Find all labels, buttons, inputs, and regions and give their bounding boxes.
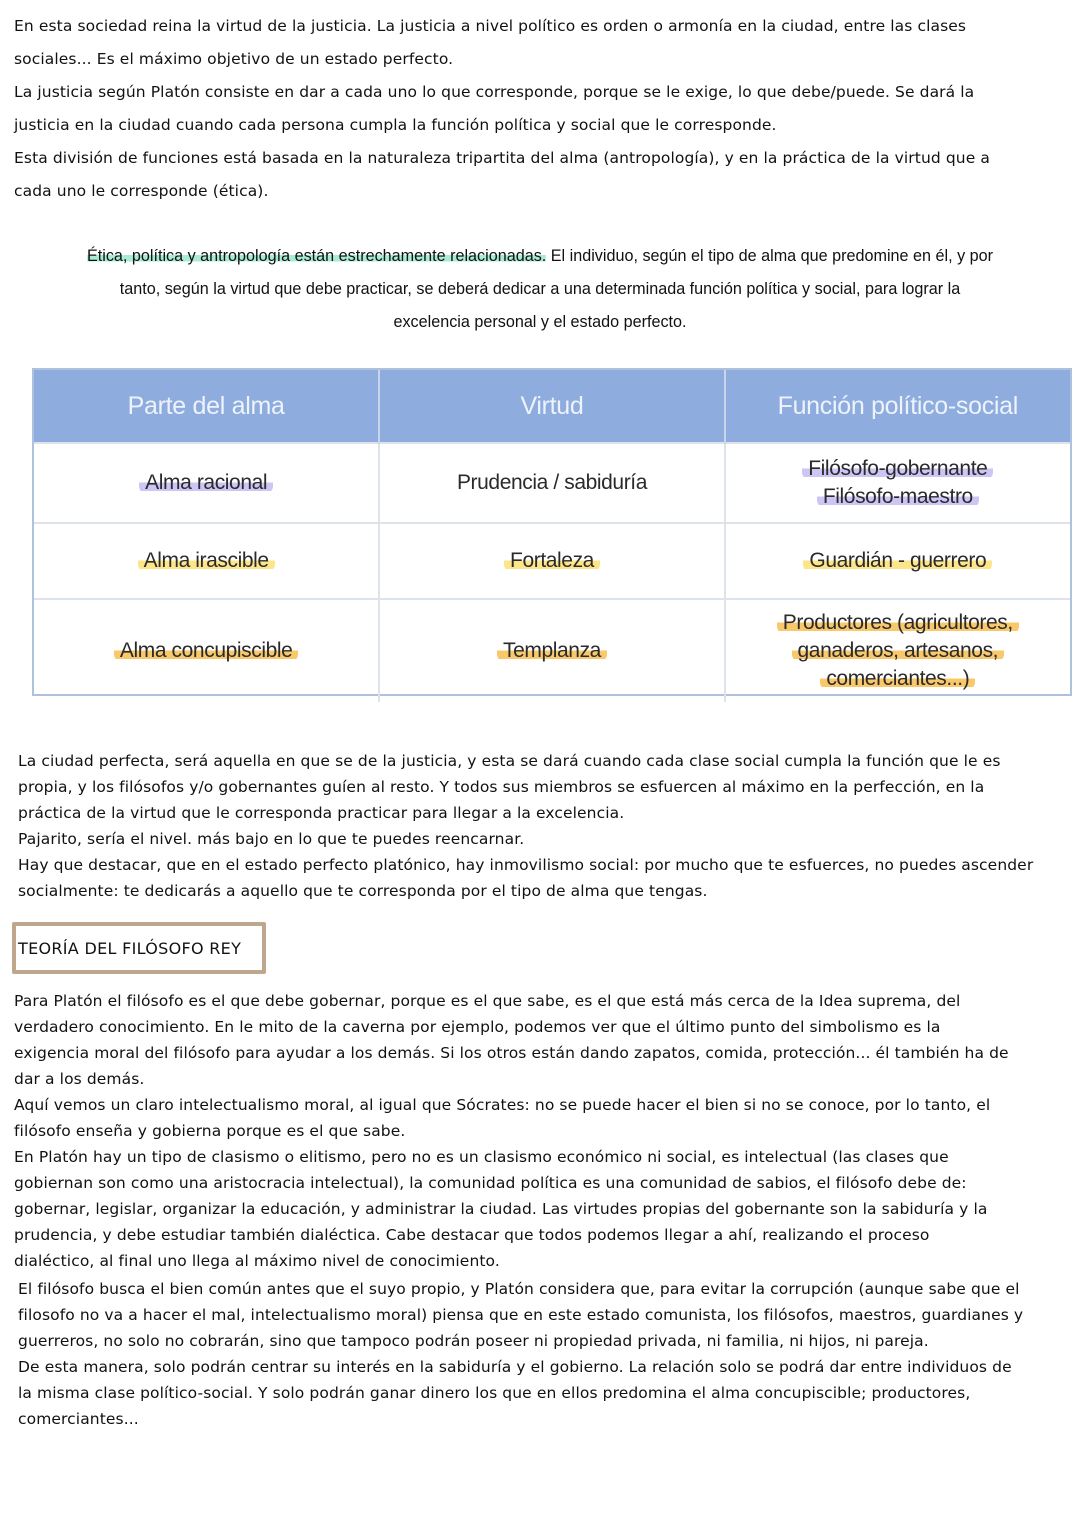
intro-paragraph — [14, 10, 1066, 208]
orange-highlight: Templanza — [497, 639, 607, 662]
text-line: excelencia personal y el estado perfecto. — [393, 313, 687, 331]
text-line: El filósofo busca el bien común antes que el suyo propio, y Platón considera que, para evitar la corrupción (aunque sabe que el — [18, 1280, 1020, 1298]
orange-highlight: Alma concupiscible — [114, 639, 299, 662]
text-line: gobiernan son como una aristocracia intelectual), la comunidad política es una comunidad de sabios, el filósofo debe de: — [14, 1174, 967, 1192]
text-line: La ciudad perfecta, será aquella en que se de la justicia, y esta se dará cuando cada clase social cumpla la función que le es — [18, 752, 1001, 770]
table-cell — [34, 599, 379, 702]
table-cell — [34, 523, 379, 599]
cell-line — [727, 637, 1069, 665]
orange-highlight: comerciantes...) — [820, 667, 975, 690]
text-line: Esta división de funciones está basada en la naturaleza tripartita del alma (antropología), y en la práctica de la virtud que a — [14, 149, 990, 167]
text-line: verdadero conocimiento. En le mito de la caverna por ejemplo, podemos ver que el último punto del simbolismo es la — [14, 1018, 941, 1036]
table-cell — [379, 443, 724, 523]
text-line: gobernar, legislar, organizar la educación, y administrar la ciudad. Las virtudes propias del gobernante son la sabiduría y la — [14, 1200, 988, 1218]
yellow-highlight: Fortaleza — [504, 549, 600, 572]
green-highlight: Ética, política y antropología están estrechamente relacionadas. — [86, 247, 547, 265]
purple-highlight: Filósofo-gobernante — [802, 457, 993, 480]
text-line: comerciantes... — [18, 1410, 139, 1428]
text-line: prudencia, y debe estudiar también dialéctica. Cabe destacar que todos podemos llegar a ahí, realizando el proceso — [14, 1226, 930, 1244]
table-row — [34, 599, 1070, 702]
purple-highlight: Filósofo-maestro — [817, 485, 979, 508]
text-line: filósofo enseña y gobierna porque es el que sabe. — [14, 1122, 406, 1140]
table-cell — [725, 599, 1070, 702]
table-cell — [725, 443, 1070, 523]
text-line: justicia en la ciudad cuando cada persona cumpla la función política y social que le corresponde. — [14, 116, 777, 134]
text-line: De esta manera, solo podrán centrar su interés en la sabiduría y el gobierno. La relación solo se podrá dar entre individuos de — [18, 1358, 1012, 1376]
text-fragment: El individuo, según el tipo de alma que predomine en él, y por — [546, 247, 994, 265]
column-header-virtud: Virtud — [379, 370, 724, 443]
table-cell — [725, 523, 1070, 599]
text-line: tanto, según la virtud que debe practicar, se deberá dedicar a una determinada función política y social, para lograr la — [119, 280, 961, 298]
text-line: práctica de la virtud que le corresponda practicar para llegar a la excelencia. — [18, 804, 625, 822]
text-line: propia, y los filósofos y/o gobernantes guíen al resto. Y todos sus miembros se esfuercen al máximo en la perfección, en la — [18, 778, 985, 796]
text-line: dialéctico, al final uno llega al máximo nivel de conocimiento. — [14, 1252, 500, 1270]
text-line: Aquí vemos un claro intelectualismo moral, al igual que Sócrates: no se puede hacer el bien si no se conoce, por lo tanto, el — [14, 1096, 991, 1114]
text-line: En Platón hay un tipo de clasismo o elitismo, pero no es un clasismo económico ni social, es intelectual (las clases que — [14, 1148, 949, 1166]
text-line: guerreros, no solo no cobrarán, sino que tampoco podrán poseer ni propiedad privada, ni familia, ni hijos, ni pareja. — [18, 1332, 929, 1350]
table-header-row — [34, 370, 1070, 443]
common-good-paragraph — [18, 1276, 1070, 1432]
cell-line — [727, 609, 1069, 637]
cell-line — [727, 483, 1069, 511]
section-heading: TEORÍA DEL FILÓSOFO REY — [18, 938, 242, 958]
table-cell — [379, 523, 724, 599]
text-line — [25, 240, 1056, 273]
table-cell — [34, 443, 379, 523]
column-header-parte: Parte del alma — [34, 370, 379, 443]
text-line: Hay que destacar, que en el estado perfecto platónico, hay inmovilismo social: por mucho que te esfuerces, no puedes ascender — [18, 856, 1034, 874]
cell-text: Prudencia / sabiduría — [456, 471, 648, 494]
table-row — [34, 523, 1070, 599]
text-line: En esta sociedad reina la virtud de la justicia. La justicia a nivel político es orden o armonía en la ciudad, entre las clases — [14, 17, 967, 35]
text-line: dar a los demás. — [14, 1070, 145, 1088]
cell-line — [727, 665, 1069, 693]
text-line: socialmente: te dedicarás a aquello que te corresponda por el tipo de alma que tengas. — [18, 882, 708, 900]
soul-virtue-table — [32, 368, 1072, 696]
orange-highlight: ganaderos, artesanos, — [792, 639, 1005, 662]
philosopher-king-paragraph — [14, 988, 1066, 1274]
text-line: La justicia según Platón consiste en dar a cada uno lo que corresponde, porque se le exige, lo que debe/puede. Se dará la — [14, 83, 975, 101]
text-line: sociales... Es el máximo objetivo de un estado perfecto. — [14, 50, 454, 68]
yellow-highlight: Alma irascible — [138, 549, 275, 572]
text-line: Para Platón el filósofo es el que debe gobernar, porque es el que sabe, es el que está más cerca de la Idea suprema, del — [14, 992, 961, 1010]
orange-highlight: Productores (agricultores, — [777, 611, 1019, 634]
section-heading-box — [12, 922, 266, 974]
text-line: cada uno le corresponde (ética). — [14, 182, 269, 200]
summary-paragraph — [25, 240, 1056, 339]
cell-line — [727, 455, 1069, 483]
text-line: la misma clase político-social. Y solo podrán ganar dinero los que en ellos predomina el alma concupiscible; productores, — [18, 1384, 971, 1402]
table-cell — [379, 599, 724, 702]
text-line: Pajarito, sería el nivel. más bajo en lo que te puedes reencarnar. — [18, 830, 525, 848]
perfect-city-paragraph — [18, 748, 1070, 904]
text-line: filosofo no va a hacer el mal, intelectualismo moral) piensa que en este estado comunista, los filósofos, maestros, guardianes y — [18, 1306, 1024, 1324]
table-row — [34, 443, 1070, 523]
column-header-funcion: Función político-social — [725, 370, 1070, 443]
purple-highlight: Alma racional — [139, 471, 273, 494]
yellow-highlight: Guardián - guerrero — [803, 549, 992, 572]
text-line: exigencia moral del filósofo para ayudar a los demás. Si los otros están dando zapatos, comida, protección... él también ha de — [14, 1044, 1009, 1062]
table — [34, 370, 1070, 702]
